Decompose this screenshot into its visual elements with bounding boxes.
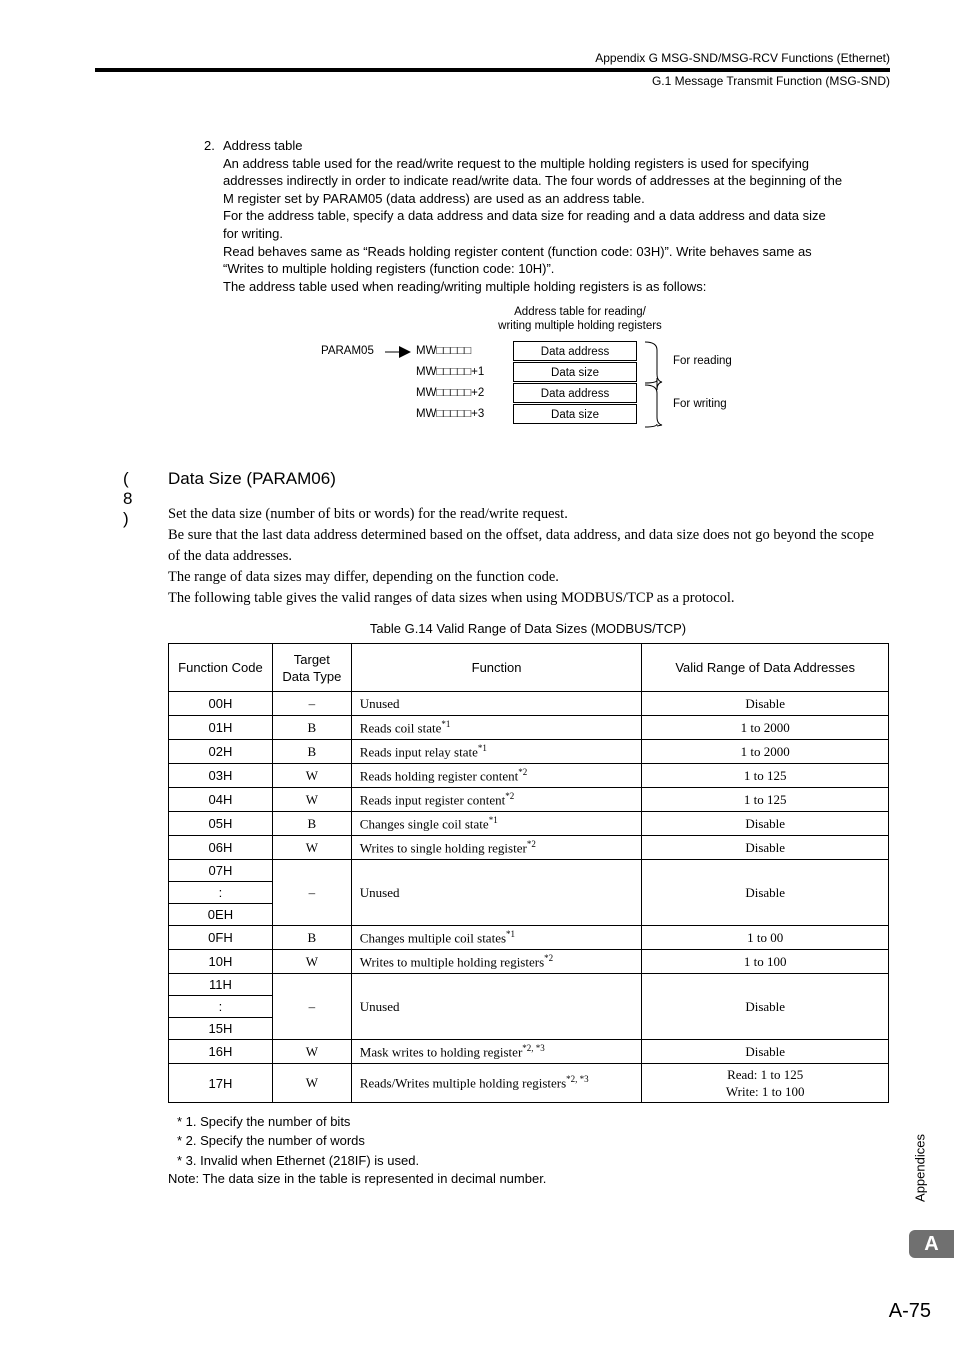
table-row bbox=[169, 974, 889, 996]
address-cell: Data size bbox=[513, 404, 637, 424]
function-text: Reads holding register content bbox=[359, 768, 519, 784]
header-line: Data Type bbox=[282, 668, 342, 684]
cell-code: 06H bbox=[169, 836, 273, 860]
body-paragraph: The range of data sizes may differ, depending on the function code. bbox=[168, 569, 559, 585]
item-paragraph: The address table used when reading/writing multiple holding registers is as follows: bbox=[223, 278, 707, 294]
cell-code: 17H bbox=[169, 1064, 273, 1103]
cell-function bbox=[351, 740, 642, 764]
header-function-code: Function Code bbox=[169, 644, 273, 692]
pointer-label: PARAM05 bbox=[321, 345, 374, 357]
function-text: Writes to multiple holding registers bbox=[359, 954, 545, 970]
function-text: Reads/Writes multiple holding registers bbox=[359, 1075, 567, 1091]
function-text: Reads coil state bbox=[359, 720, 442, 736]
cell-type: W bbox=[272, 1040, 351, 1064]
diagram-caption bbox=[480, 305, 680, 333]
cell-type: B bbox=[272, 812, 351, 836]
cell-range: Disable bbox=[642, 836, 889, 860]
table-header-row bbox=[169, 644, 889, 692]
cell-code: 07H bbox=[169, 860, 273, 882]
item-paragraph: For the address table, specify a data address and data size for reading and a data address and data size for writing. bbox=[223, 208, 826, 241]
section-number: ( 8 ) bbox=[123, 469, 133, 528]
address-cell: Data address bbox=[513, 341, 637, 361]
register-label: MW□□□□□+1 bbox=[416, 366, 485, 378]
cell-function bbox=[351, 764, 642, 788]
cell-type: – bbox=[272, 692, 351, 716]
side-section-label bbox=[910, 1120, 930, 1215]
footnote: * 1. Specify the number of bits bbox=[177, 1114, 351, 1129]
function-text: Reads input register content bbox=[359, 792, 506, 808]
cell-code: : bbox=[169, 996, 273, 1018]
header-valid-range: Valid Range of Data Addresses bbox=[642, 644, 889, 692]
cell-function bbox=[351, 974, 642, 1040]
tab-letter: A bbox=[924, 1233, 939, 1255]
brace-icon bbox=[643, 340, 667, 430]
footnote-ref: *2 bbox=[518, 766, 528, 777]
cell-type: B bbox=[272, 716, 351, 740]
section-title: Data Size (PARAM06) bbox=[168, 469, 336, 488]
cell-range: 1 to 125 bbox=[642, 764, 889, 788]
list-number: 2. bbox=[204, 138, 215, 153]
cell-function bbox=[351, 836, 642, 860]
cell-code: 03H bbox=[169, 764, 273, 788]
cell-range: 1 to 00 bbox=[642, 926, 889, 950]
cell-type: W bbox=[272, 764, 351, 788]
range-line: Read: 1 to 125 bbox=[727, 1067, 804, 1082]
table-note: Note: The data size in the table is represented in decimal number. bbox=[168, 1171, 547, 1186]
footnote-ref: *1 bbox=[506, 928, 516, 939]
function-text: Writes to single holding register bbox=[359, 840, 527, 856]
function-text: Unused bbox=[359, 998, 400, 1014]
table-caption: Table G.14 Valid Range of Data Sizes (MODBUS/TCP) bbox=[369, 621, 687, 636]
cell-function bbox=[351, 1040, 642, 1064]
item-title: Address table bbox=[223, 138, 303, 153]
header-function: Function bbox=[351, 644, 642, 692]
cell-range: Disable bbox=[642, 812, 889, 836]
cell-range: Disable bbox=[642, 692, 889, 716]
cell-function bbox=[351, 692, 642, 716]
header-rule bbox=[95, 68, 890, 72]
header-line: Target bbox=[293, 651, 330, 667]
cell-function bbox=[351, 950, 642, 974]
footnote-ref: *2 bbox=[505, 790, 515, 801]
page-number: A-75 bbox=[888, 1300, 931, 1322]
table-row bbox=[169, 860, 889, 882]
cell-code: 16H bbox=[169, 1040, 273, 1064]
cell-code: 11H bbox=[169, 974, 273, 996]
footnote-ref: *2, *3 bbox=[522, 1042, 545, 1053]
cell-type: W bbox=[272, 1064, 351, 1103]
table-row bbox=[169, 950, 889, 974]
side-label-text: Appendices bbox=[912, 1133, 928, 1202]
table-row bbox=[169, 1040, 889, 1064]
running-header-chapter: Appendix G MSG-SND/MSG-RCV Functions (Ethernet) bbox=[595, 51, 890, 65]
header-target-data-type bbox=[272, 644, 351, 692]
table-row bbox=[169, 836, 889, 860]
address-cell: Data size bbox=[513, 362, 637, 382]
cell-code: 10H bbox=[169, 950, 273, 974]
cell-code: 0EH bbox=[169, 904, 273, 926]
cell-function bbox=[351, 1064, 642, 1103]
function-text: Unused bbox=[359, 695, 400, 711]
cell-range: 1 to 100 bbox=[642, 950, 889, 974]
cell-type: W bbox=[272, 950, 351, 974]
item-paragraph: Read behaves same as “Reads holding register content (function code: 03H)”. Write behaves same as “Writes to multiple holding registers (function code: 10H)”. bbox=[223, 243, 812, 277]
cell-range: 1 to 125 bbox=[642, 788, 889, 812]
brace-label-writing: For writing bbox=[673, 398, 727, 410]
range-line: Write: 1 to 100 bbox=[725, 1084, 805, 1099]
function-text: Changes multiple coil states bbox=[359, 930, 507, 946]
footnote: * 3. Invalid when Ethernet (218IF) is used. bbox=[177, 1153, 420, 1168]
cell-range: Disable bbox=[642, 974, 889, 1040]
table-row bbox=[169, 716, 889, 740]
table-row bbox=[169, 692, 889, 716]
footnote-ref: *2 bbox=[526, 838, 536, 849]
cell-function bbox=[351, 926, 642, 950]
footnote-ref: *2, *3 bbox=[566, 1074, 589, 1085]
address-cell: Data address bbox=[513, 383, 637, 403]
cell-range bbox=[642, 1064, 889, 1103]
table-row bbox=[169, 740, 889, 764]
cell-range: Disable bbox=[642, 1040, 889, 1064]
item-paragraph: An address table used for the read/write request to the multiple holding registers is used for specifying addresses indirectly in order to indicate read/write data. The four words of addresses at the beginning of the M register set by PARAM05 (data address) are used as an address table. bbox=[223, 155, 843, 206]
running-header-section: G.1 Message Transmit Function (MSG-SND) bbox=[651, 74, 890, 88]
register-label: MW□□□□□ bbox=[416, 345, 472, 357]
table-row bbox=[169, 788, 889, 812]
cell-code: 01H bbox=[169, 716, 273, 740]
cell-range: 1 to 2000 bbox=[642, 740, 889, 764]
cell-code: 02H bbox=[169, 740, 273, 764]
function-text: Reads input relay state bbox=[359, 744, 478, 760]
cell-function bbox=[351, 812, 642, 836]
cell-type: – bbox=[272, 974, 351, 1040]
table-row bbox=[169, 926, 889, 950]
footnote-ref: *1 bbox=[441, 718, 451, 729]
body-paragraph: The following table gives the valid ranges of data sizes when using MODBUS/TCP as a protocol. bbox=[168, 590, 735, 606]
cell-code: 04H bbox=[169, 788, 273, 812]
cell-code: 15H bbox=[169, 1018, 273, 1040]
function-text: Unused bbox=[359, 884, 400, 900]
cell-range: Disable bbox=[642, 860, 889, 926]
cell-function bbox=[351, 860, 642, 926]
table-row bbox=[169, 1064, 889, 1103]
table-row bbox=[169, 764, 889, 788]
pointer-arrow-icon bbox=[383, 345, 413, 359]
section-body bbox=[168, 504, 878, 609]
function-text: Changes single coil state bbox=[359, 816, 489, 832]
cell-code: 0FH bbox=[169, 926, 273, 950]
register-label: MW□□□□□+3 bbox=[416, 408, 485, 420]
appendix-tab bbox=[909, 1230, 954, 1258]
body-paragraph: Set the data size (number of bits or words) for the read/write request. bbox=[168, 506, 568, 522]
body-paragraph: Be sure that the last data address determined based on the offset, data address, and data size does not go beyond the scope of the data addresses. bbox=[168, 527, 874, 564]
cell-type: B bbox=[272, 926, 351, 950]
cell-type: W bbox=[272, 788, 351, 812]
cell-code: 05H bbox=[169, 812, 273, 836]
cell-code: 00H bbox=[169, 692, 273, 716]
diagram-caption-line: writing multiple holding registers bbox=[498, 320, 662, 332]
diagram-caption-line: Address table for reading/ bbox=[514, 306, 646, 318]
footnote-ref: *1 bbox=[477, 742, 487, 753]
cell-function bbox=[351, 716, 642, 740]
cell-type: – bbox=[272, 860, 351, 926]
table-row bbox=[169, 812, 889, 836]
function-text: Mask writes to holding register bbox=[359, 1044, 523, 1060]
cell-type: B bbox=[272, 740, 351, 764]
data-size-table bbox=[168, 643, 889, 1103]
cell-range: 1 to 2000 bbox=[642, 716, 889, 740]
cell-function bbox=[351, 788, 642, 812]
register-label: MW□□□□□+2 bbox=[416, 387, 485, 399]
cell-code: : bbox=[169, 882, 273, 904]
cell-type: W bbox=[272, 836, 351, 860]
footnote-ref: *1 bbox=[488, 814, 498, 825]
footnote: * 2. Specify the number of words bbox=[177, 1133, 365, 1148]
brace-label-reading: For reading bbox=[673, 355, 732, 367]
footnote-ref: *2 bbox=[544, 952, 554, 963]
